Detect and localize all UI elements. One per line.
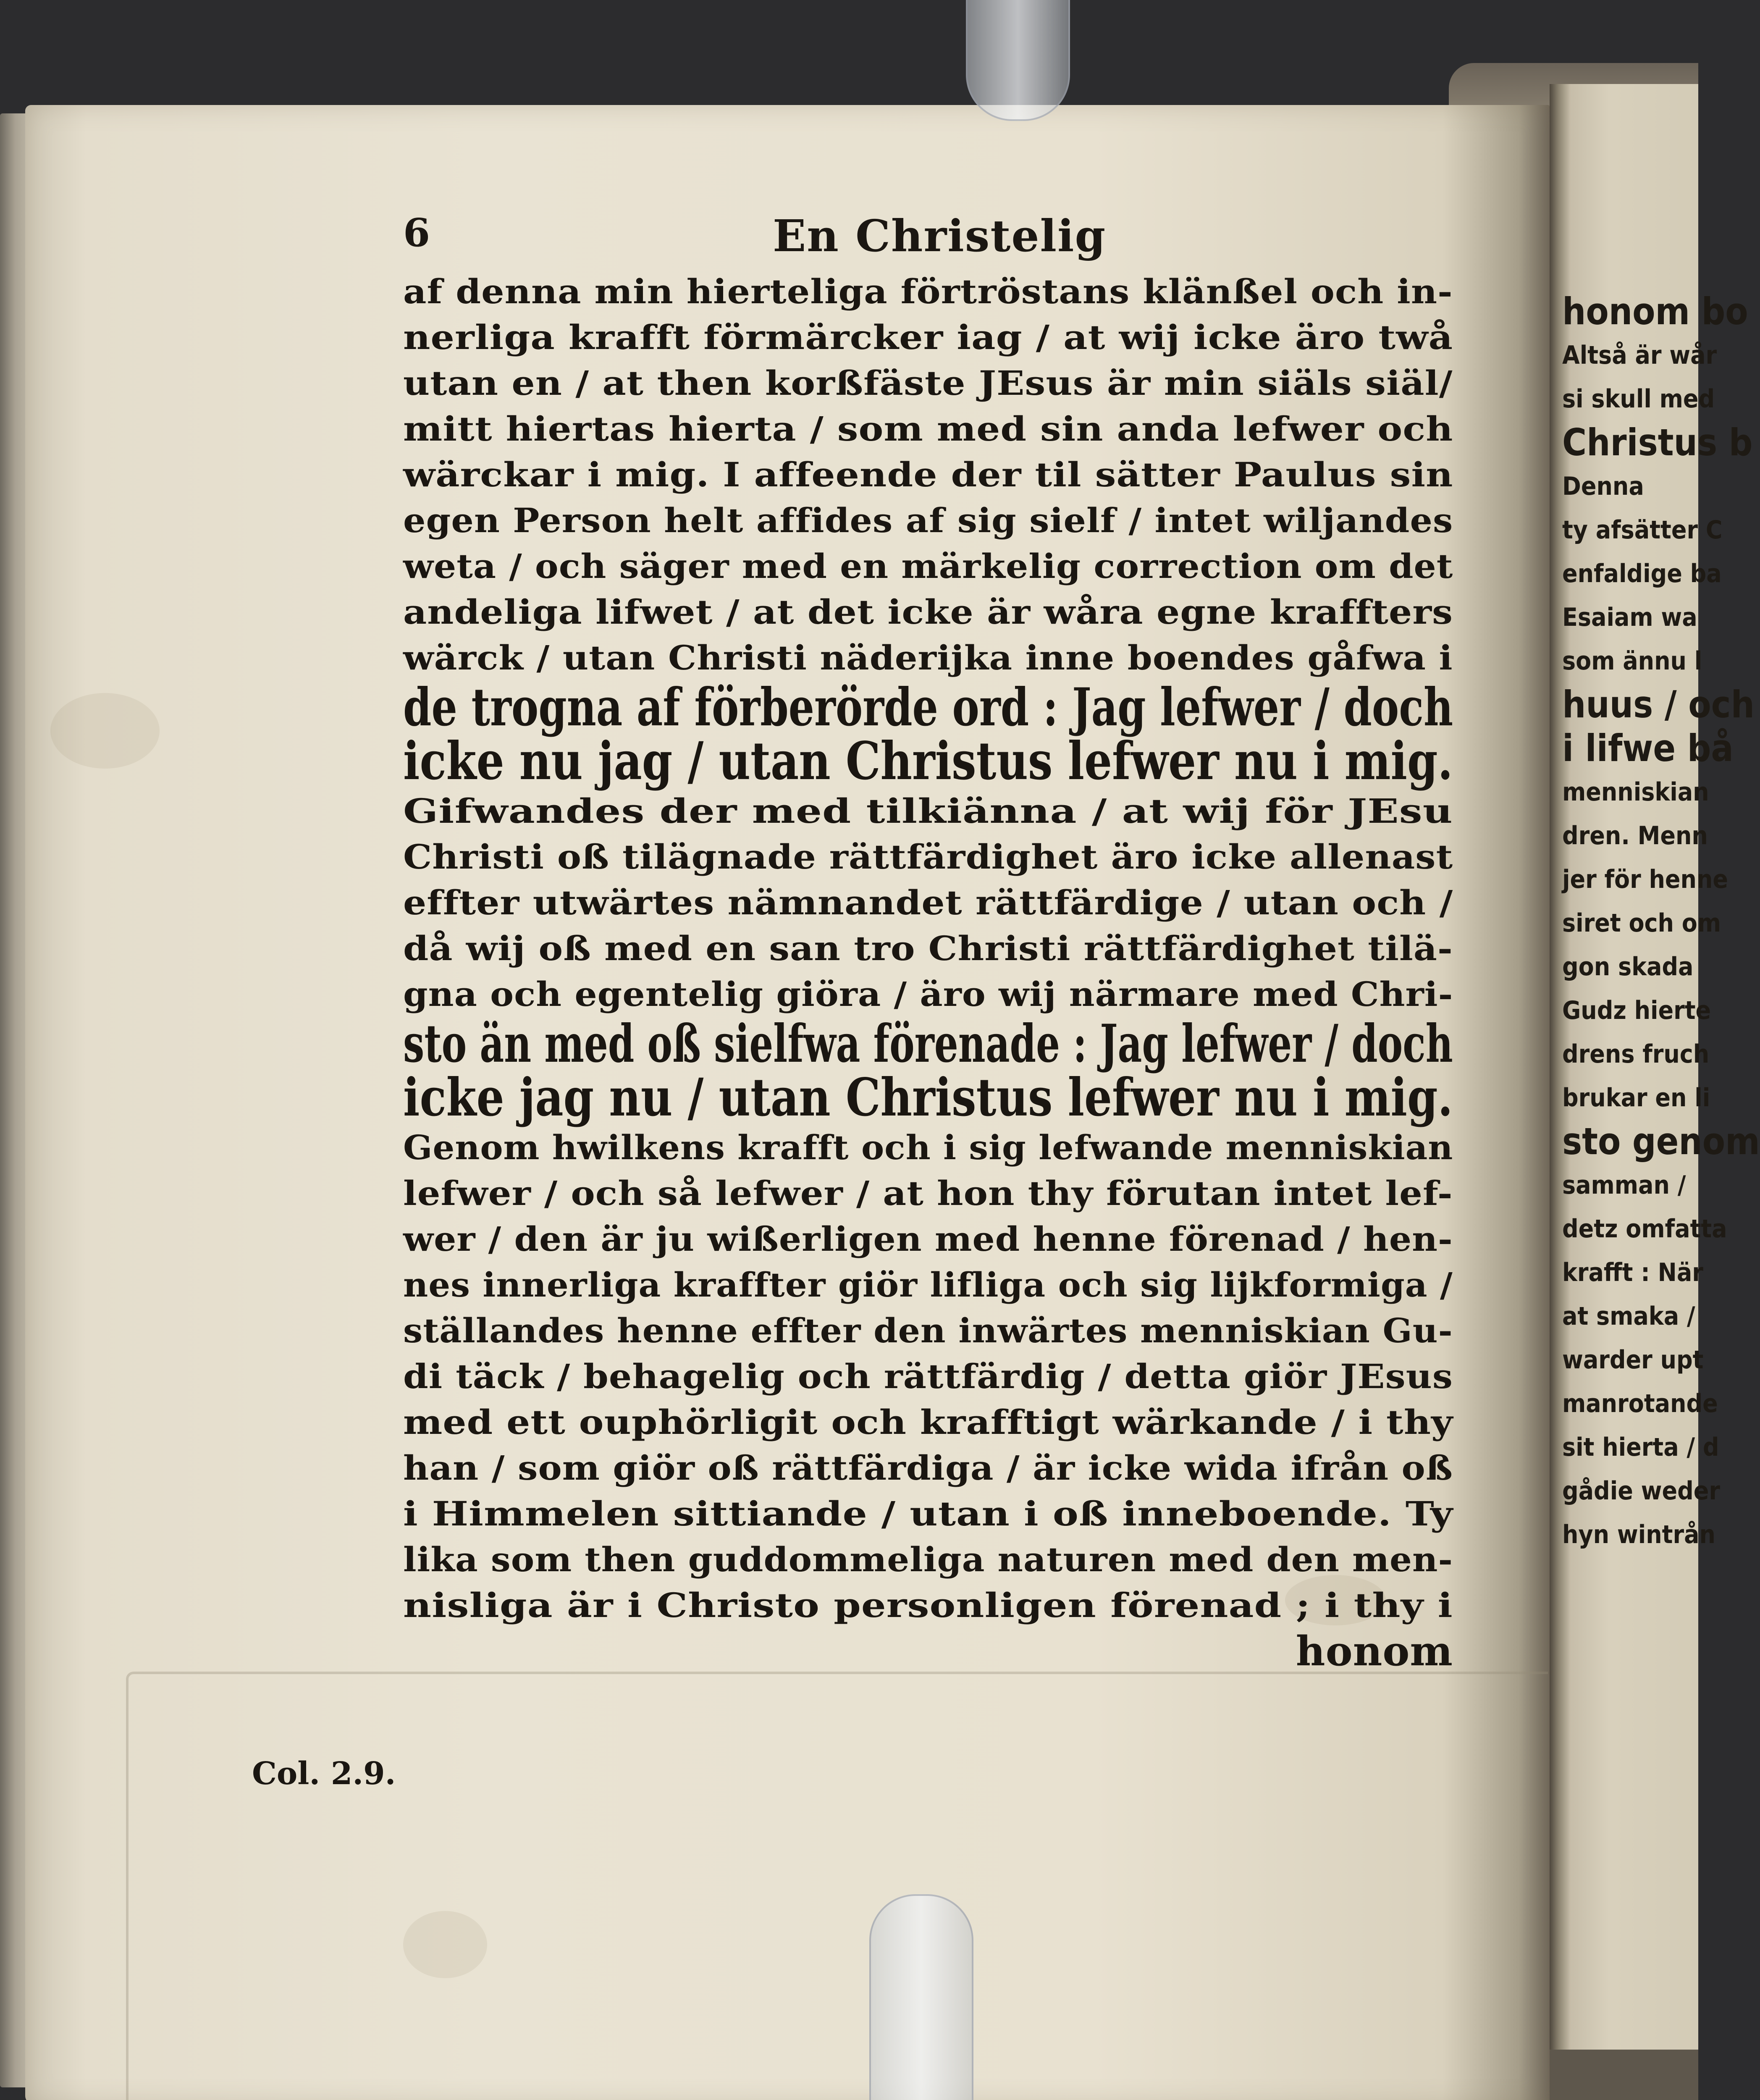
page-clip-top xyxy=(966,0,1070,121)
text-line: mitt hiertas hierta / som med sin anda lefwer och xyxy=(403,409,1453,449)
facing-text-line: si skull med xyxy=(1562,384,1715,414)
facing-text-line: dren. Menn xyxy=(1562,821,1708,850)
text-line: andeliga lifwet / at det icke är wåra egne kraffters xyxy=(403,592,1453,632)
text-line: sto än med oß sielfwa förenade : Jag lefwer / doch xyxy=(403,1013,1453,1074)
facing-text-line: Esaiam wa xyxy=(1562,603,1697,632)
page-header xyxy=(403,210,1453,265)
text-line: han / som giör oß rättfärdiga / är icke wida ifrån oß xyxy=(403,1448,1453,1488)
facing-text-line: Christus b xyxy=(1562,421,1753,464)
text-line: gna och egentelig giöra / äro wij närmare med Chri- xyxy=(403,974,1453,1014)
text-line: icke jag nu / utan Christus lefwer nu i mig. xyxy=(403,1067,1453,1128)
text-line: i Himmelen sittiande / utan i oß inneboende. Ty xyxy=(403,1494,1453,1533)
text-line: weta / och säger med en märkelig correction om det xyxy=(403,546,1453,586)
text-line: nisliga är i Christo personligen förenad ; i thy i xyxy=(403,1586,1453,1625)
text-line: icke nu jag / utan Christus lefwer nu i mig. xyxy=(403,731,1453,792)
text-line: Christi oß tilägnade rättfärdighet äro icke allenast xyxy=(403,837,1453,877)
facing-text-line: gådie weder xyxy=(1562,1476,1720,1506)
paper-stain xyxy=(50,693,160,769)
facing-text-line: enfaldige ba xyxy=(1562,559,1722,588)
facing-text-line: sto genom xyxy=(1562,1120,1760,1163)
facing-text-line: som ännu l xyxy=(1562,646,1702,676)
text-line: wer / den är ju wißerligen med henne förenad / hen- xyxy=(403,1219,1453,1259)
page-number: 6 xyxy=(403,210,430,255)
page-edge xyxy=(126,1672,1548,2100)
facing-text-line: Denna xyxy=(1562,472,1644,501)
facing-text-line: krafft : När xyxy=(1562,1258,1703,1287)
text-line: lika som then guddommeliga naturen med den men- xyxy=(403,1540,1453,1579)
text-line: af denna min hierteliga förtröstans klänßel och in- xyxy=(403,272,1453,311)
facing-text-line: Altså är wår xyxy=(1562,341,1717,370)
text-line: de trogna af förberörde ord : Jag lefwer / doch xyxy=(403,677,1453,738)
facing-text-line: gon skada xyxy=(1562,952,1694,982)
facing-text-line: hyn wintrån xyxy=(1562,1520,1715,1549)
facing-text-line: huus / och xyxy=(1562,683,1755,726)
facing-text-line: at smaka / xyxy=(1562,1302,1695,1331)
facing-text-line: samman / xyxy=(1562,1171,1686,1200)
text-line: lefwer / och så lefwer / at hon thy förutan intet lef- xyxy=(403,1173,1453,1213)
facing-text-line: jer för henne xyxy=(1562,865,1729,894)
text-line: wärck / utan Christi näderijka inne boendes gåfwa i xyxy=(403,638,1453,677)
text-line: nes innerliga kraffter giör lifliga och sig lijkformiga / xyxy=(403,1265,1453,1305)
facing-text-line: ty afsätter C xyxy=(1562,515,1723,545)
facing-page-text xyxy=(1562,290,1760,1557)
text-line: Gifwandes der med tilkiänna / at wij för JEsu xyxy=(403,791,1453,831)
running-head: En Christelig xyxy=(773,210,1107,262)
body-text xyxy=(403,269,1453,1674)
facing-text-line: siret och om xyxy=(1562,908,1721,938)
text-line: di täck / behagelig och rättfärdig / detta giör JEsus xyxy=(403,1357,1453,1396)
text-line: då wij oß med en san tro Christi rättfärdighet tilä- xyxy=(403,929,1453,968)
text-line: ställandes henne effter den inwärtes menniskian Gu- xyxy=(403,1311,1453,1350)
facing-text-line: detz omfatta xyxy=(1562,1214,1727,1244)
facing-text-line: Gudz hierte xyxy=(1562,996,1711,1025)
text-line: egen Person helt affides af sig sielf / intet wiljandes xyxy=(403,501,1453,540)
facing-text-line: manrotande xyxy=(1562,1389,1718,1418)
text-line: med ett ouphörligit och krafftigt wärkande / i thy xyxy=(403,1402,1453,1442)
facing-text-line: warder upt xyxy=(1562,1345,1704,1375)
text-line: Genom hwilkens krafft och i sig lefwande menniskian xyxy=(403,1128,1453,1167)
text-line: nerliga krafft förmärcker iag / at wij icke äro twå xyxy=(403,318,1453,357)
page-clip-bottom xyxy=(869,1894,973,2100)
facing-text-line: sit hierta / d xyxy=(1562,1433,1719,1462)
facing-text-line: menniskian xyxy=(1562,777,1709,807)
text-line: effter utwärtes nämnandet rättfärdige / utan och / xyxy=(403,883,1453,922)
facing-text-line: honom bo xyxy=(1562,290,1748,333)
margin-note: Col. 2.9. xyxy=(252,1756,396,1792)
facing-text-line: brukar en li xyxy=(1562,1083,1710,1113)
facing-text-line: drens fruch xyxy=(1562,1040,1710,1069)
catchword: honom xyxy=(1296,1628,1453,1675)
facing-text-line: i lifwe bå xyxy=(1562,727,1734,770)
text-line: utan en / at then korßfäste JEsus är min siäls siäl/ xyxy=(403,363,1453,403)
text-line: wärckar i mig. I affeende der til sätter Paulus sin xyxy=(403,455,1453,494)
